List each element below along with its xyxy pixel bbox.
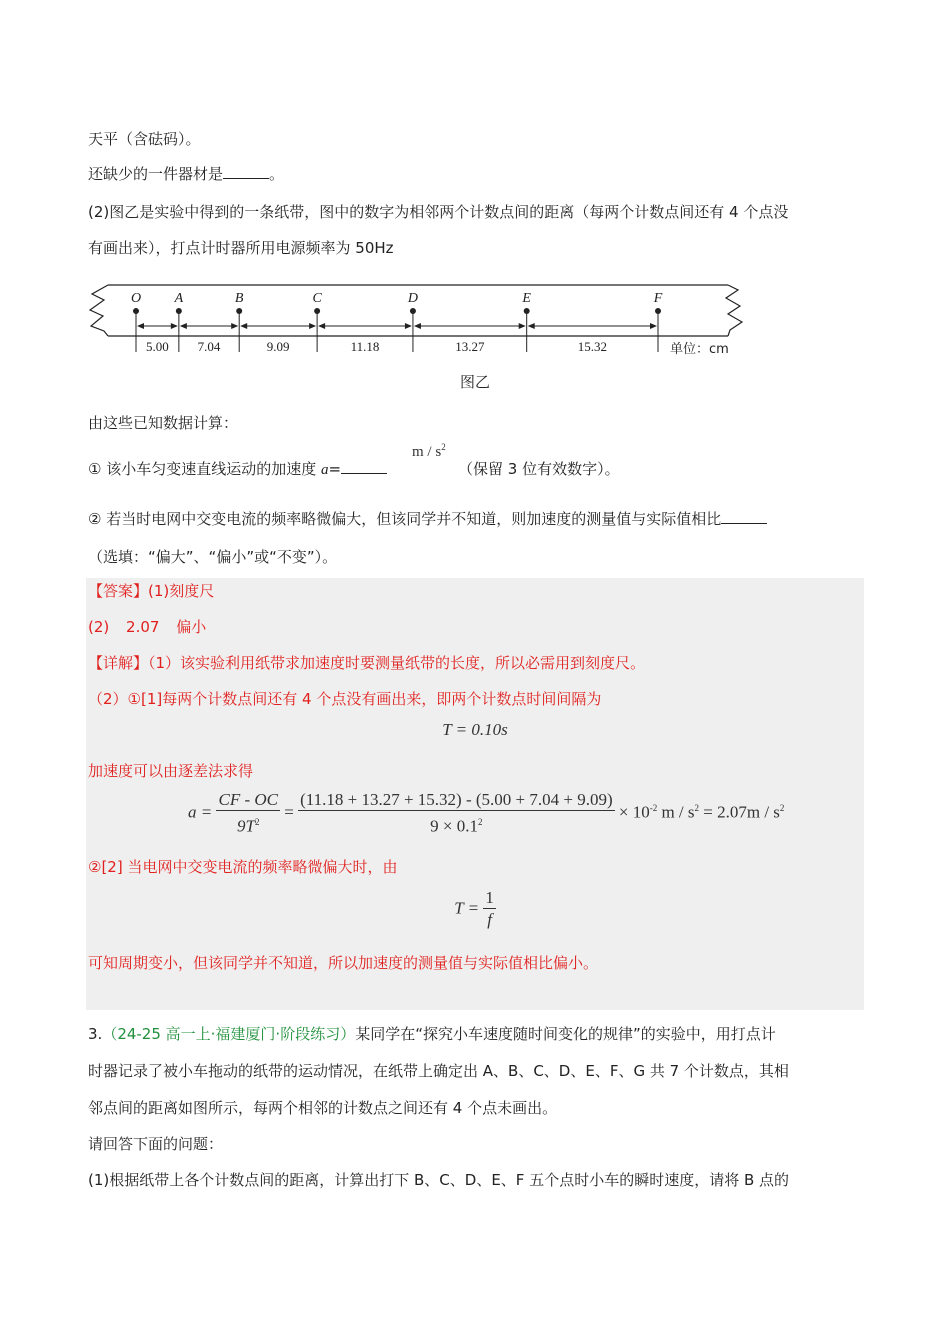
exponent: 2 — [478, 817, 483, 827]
equation-frequency — [0, 888, 950, 931]
tape-arrow-right — [405, 323, 412, 329]
text-fragment: = — [328, 460, 342, 478]
question-3-line — [88, 1023, 776, 1045]
detail-line: （2）①[1]每两个计数点间还有 4 个点没有画出来，即两个计数点时间间隔为 — [88, 690, 602, 708]
tape-arrow-left — [137, 323, 144, 329]
tape-arrow-right — [231, 323, 238, 329]
answer-text: 2.07 — [126, 618, 160, 636]
detail-line: ②[2] 当电网中交变电流的频率略微偏大时，由 — [88, 858, 398, 876]
text-fragment: ① 该小车匀变速直线运动的加速度 — [88, 460, 321, 478]
fraction-numerator: (11.18 + 13.27 + 15.32) - (5.00 + 7.04 + 9.09) — [300, 790, 613, 809]
detail-line — [88, 652, 645, 674]
text-fragment: 。 — [269, 165, 285, 183]
math-var: a — [321, 462, 329, 478]
text-line: 有画出来），打点计时器所用电源频率为 50Hz — [88, 239, 394, 257]
fraction-denominator: f — [487, 910, 492, 929]
question-3-line: 邻点间的距离如图所示，每两个相邻的计数点之间还有 4 个点未画出。 — [88, 1099, 558, 1117]
answer-label: 【答案】 — [88, 582, 149, 600]
tape-distance-label: 13.27 — [455, 339, 485, 354]
equation-period — [0, 720, 950, 740]
tape-arrow-right — [171, 323, 178, 329]
tape-distance-label: 9.09 — [266, 339, 290, 354]
tape-point-label: C — [312, 291, 322, 306]
text-line: （保留 3 位有效数字）。 — [458, 460, 620, 478]
fraction-denominator: 9 × 0.1 — [430, 816, 479, 836]
fraction-denominator: 9T — [237, 816, 255, 836]
tape-arrow-left — [414, 323, 421, 329]
tape-arrow-left — [240, 323, 247, 329]
exponent: 2 — [254, 817, 260, 827]
fraction — [216, 790, 280, 838]
exponent: 2 — [779, 803, 785, 814]
text-line: （选填：“偏大”、“偏小”或“不变”）。 — [88, 548, 338, 566]
text-fragment: ② 若当时电网中交变电流的频率略微偏大，但该同学并不知道，则加速度的测量值与实际值相比 — [88, 510, 722, 528]
fraction — [483, 888, 496, 931]
equation-text: × 10 — [618, 802, 650, 822]
exponent: 2 — [694, 803, 700, 814]
answer-line — [88, 580, 214, 602]
detail-label: 【详解】 — [88, 654, 149, 672]
tape-point-label: F — [653, 291, 663, 306]
answer-line — [88, 616, 206, 638]
tape-figure — [88, 278, 758, 363]
question-1 — [88, 458, 387, 481]
text-fragment: 还缺少的一件器材是 — [88, 165, 224, 183]
answer-blank — [341, 459, 387, 474]
text-line: (2)图乙是实验中得到的一条纸带，图中的数字为相邻两个计数点间的距离（每两个计数点间还有 4 个点没 — [88, 203, 789, 221]
text-fragment: 某同学在“探究小车速度随时间变化的规律”的实验中，用打点计 — [355, 1025, 776, 1043]
tape-unit-label: 单位：cm — [670, 342, 729, 357]
answer-text: (1)刻度尺 — [148, 582, 215, 600]
unit-label — [412, 442, 446, 461]
unit-text: m / s — [412, 444, 442, 460]
equation-text: = — [284, 802, 294, 822]
unit-exponent: 2 — [441, 442, 446, 452]
fraction — [298, 790, 615, 838]
question-source: （24-25 高一上·福建厦门·阶段练习） — [102, 1025, 356, 1043]
tape-arrow-left — [180, 323, 187, 329]
detail-line: 可知周期变小，但该同学并不知道，所以加速度的测量值与实际值相比偏小。 — [88, 954, 599, 972]
equation-text: T = 0.10s — [442, 720, 508, 739]
tape-distance-label: 15.32 — [577, 339, 607, 354]
answer-text: (2) — [88, 618, 110, 636]
equation-acceleration — [188, 790, 784, 838]
question-number: 3. — [88, 1025, 103, 1043]
tape-point-label: D — [407, 291, 419, 306]
tape-arrow-right — [650, 323, 657, 329]
text-line — [88, 163, 284, 185]
figure-caption: 图乙 — [459, 373, 490, 391]
tape-arrow-right — [519, 323, 526, 329]
fraction-numerator: CF - OC — [218, 790, 278, 809]
tape-point-label: O — [130, 291, 142, 306]
equation-text: T = — [454, 898, 480, 918]
tape-point-label: B — [234, 291, 244, 306]
tape-left-tear — [90, 285, 108, 336]
exponent: -2 — [649, 803, 658, 814]
question-2 — [88, 508, 767, 530]
question-3-line: 时器记录了被小车拖动的纸带的运动情况，在纸带上确定出 A、B、C、D、E、F、G 共 7 个计数点，其相 — [88, 1062, 789, 1080]
text-line: 天平（含砝码）。 — [88, 130, 201, 148]
tape-point-label: E — [522, 291, 531, 306]
answer-blank — [223, 164, 269, 179]
equation-text: a = — [188, 802, 213, 822]
answer-text: 偏小 — [176, 618, 207, 636]
tape-distance-label: 5.00 — [146, 339, 169, 354]
text-line: 由这些已知数据计算： — [88, 414, 239, 432]
detail-text: （1）该实验利用纸带求加速度时要测量纸带的长度，所以必需用到刻度尺。 — [148, 654, 646, 672]
question-3-line: 请回答下面的问题： — [88, 1135, 224, 1153]
equation-text: m / s — [657, 802, 695, 822]
answer-blank — [721, 509, 767, 524]
detail-line: 加速度可以由逐差法求得 — [88, 762, 254, 780]
tape-distance-label: 7.04 — [197, 339, 221, 354]
question-3-line: (1)根据纸带上各个计数点间的距离，计算出打下 B、C、D、E、F 五个点时小车的瞬时速度，请将 B 点的 — [88, 1171, 790, 1189]
fraction-numerator: 1 — [485, 888, 494, 907]
tape-distance-label: 11.18 — [350, 339, 380, 354]
tape-arrow-right — [309, 323, 316, 329]
tape-arrow-left — [318, 323, 325, 329]
tape-point-label: A — [174, 291, 184, 306]
tape-arrow-left — [528, 323, 535, 329]
equation-text: = 2.07m / s — [699, 802, 780, 822]
tape-right-tear — [726, 285, 742, 336]
